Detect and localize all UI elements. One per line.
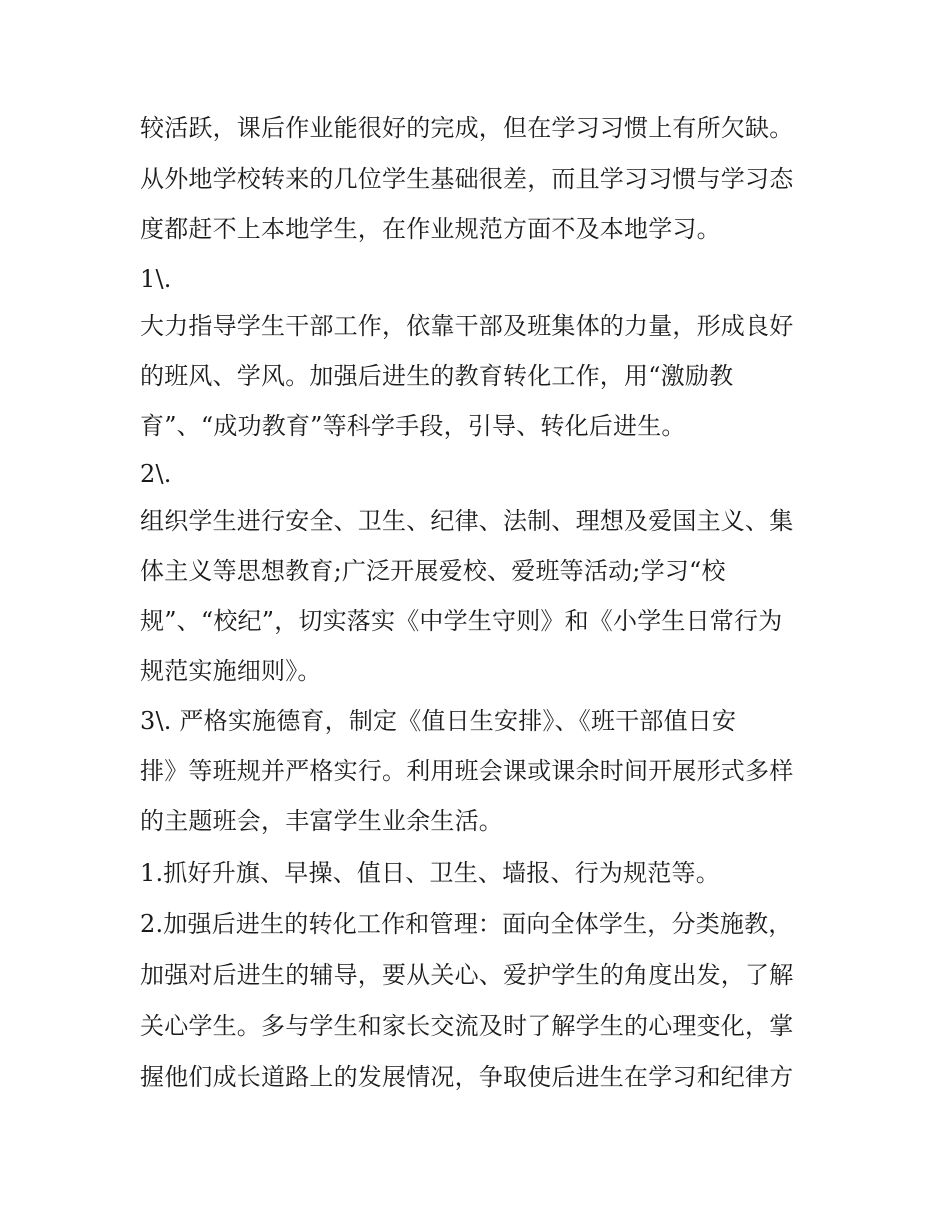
text-line: 从外地学校转来的几位学生基础很差，而且学习习惯与学习态: [140, 165, 794, 193]
section-number: 2\.: [140, 460, 172, 488]
text-line: 的班风、学风。加强后进生的教育转化工作，用“激励教: [140, 362, 734, 390]
text-line: 大力指导学生干部工作，依靠干部及班集体的力量，形成良好: [140, 312, 794, 340]
text-line: 组织学生进行安全、卫生、纪律、法制、理想及爱国主义、集: [140, 507, 794, 535]
text-line: 度都赶不上本地学生，在作业规范方面不及本地学习。: [140, 215, 721, 243]
text-line: 较活跃，课后作业能很好的完成，但在学习习惯上有所欠缺。: [140, 114, 794, 142]
text-line: 加强对后进生的辅导，要从关心、爱护学生的角度出发，了解: [140, 961, 794, 989]
text-line: 排》等班规并严格实行。利用班会课或课余时间开展形式多样: [140, 757, 794, 785]
text-line: 1.抓好升旗、早操、值日、卫生、墙报、行为规范等。: [140, 859, 720, 887]
section-number: 1\.: [140, 265, 172, 293]
text-line: 规范实施细则》。: [140, 657, 322, 685]
text-line: 体主义等思想教育;广泛开展爱校、爱班等活动;学习“校: [140, 557, 726, 585]
text-line: 育”、“成功教育”等科学手段，引导、转化后进生。: [140, 412, 686, 440]
text-line: 3\. 严格实施德育，制定《值日生安排》、《班干部值日安: [140, 707, 737, 735]
text-line: 的主题班会，丰富学生业余生活。: [140, 807, 503, 835]
text-line: 握他们成长道路上的发展情况，争取使后进生在学习和纪律方: [140, 1063, 794, 1091]
text-line: 关心学生。多与学生和家长交流及时了解学生的心理变化，掌: [140, 1012, 794, 1040]
text-line: 2.加强后进生的转化工作和管理：面向全体学生，分类施教，: [140, 910, 793, 938]
text-line: 规”、“校纪”，切实落实《中学生守则》和《小学生日常行为: [140, 607, 783, 635]
